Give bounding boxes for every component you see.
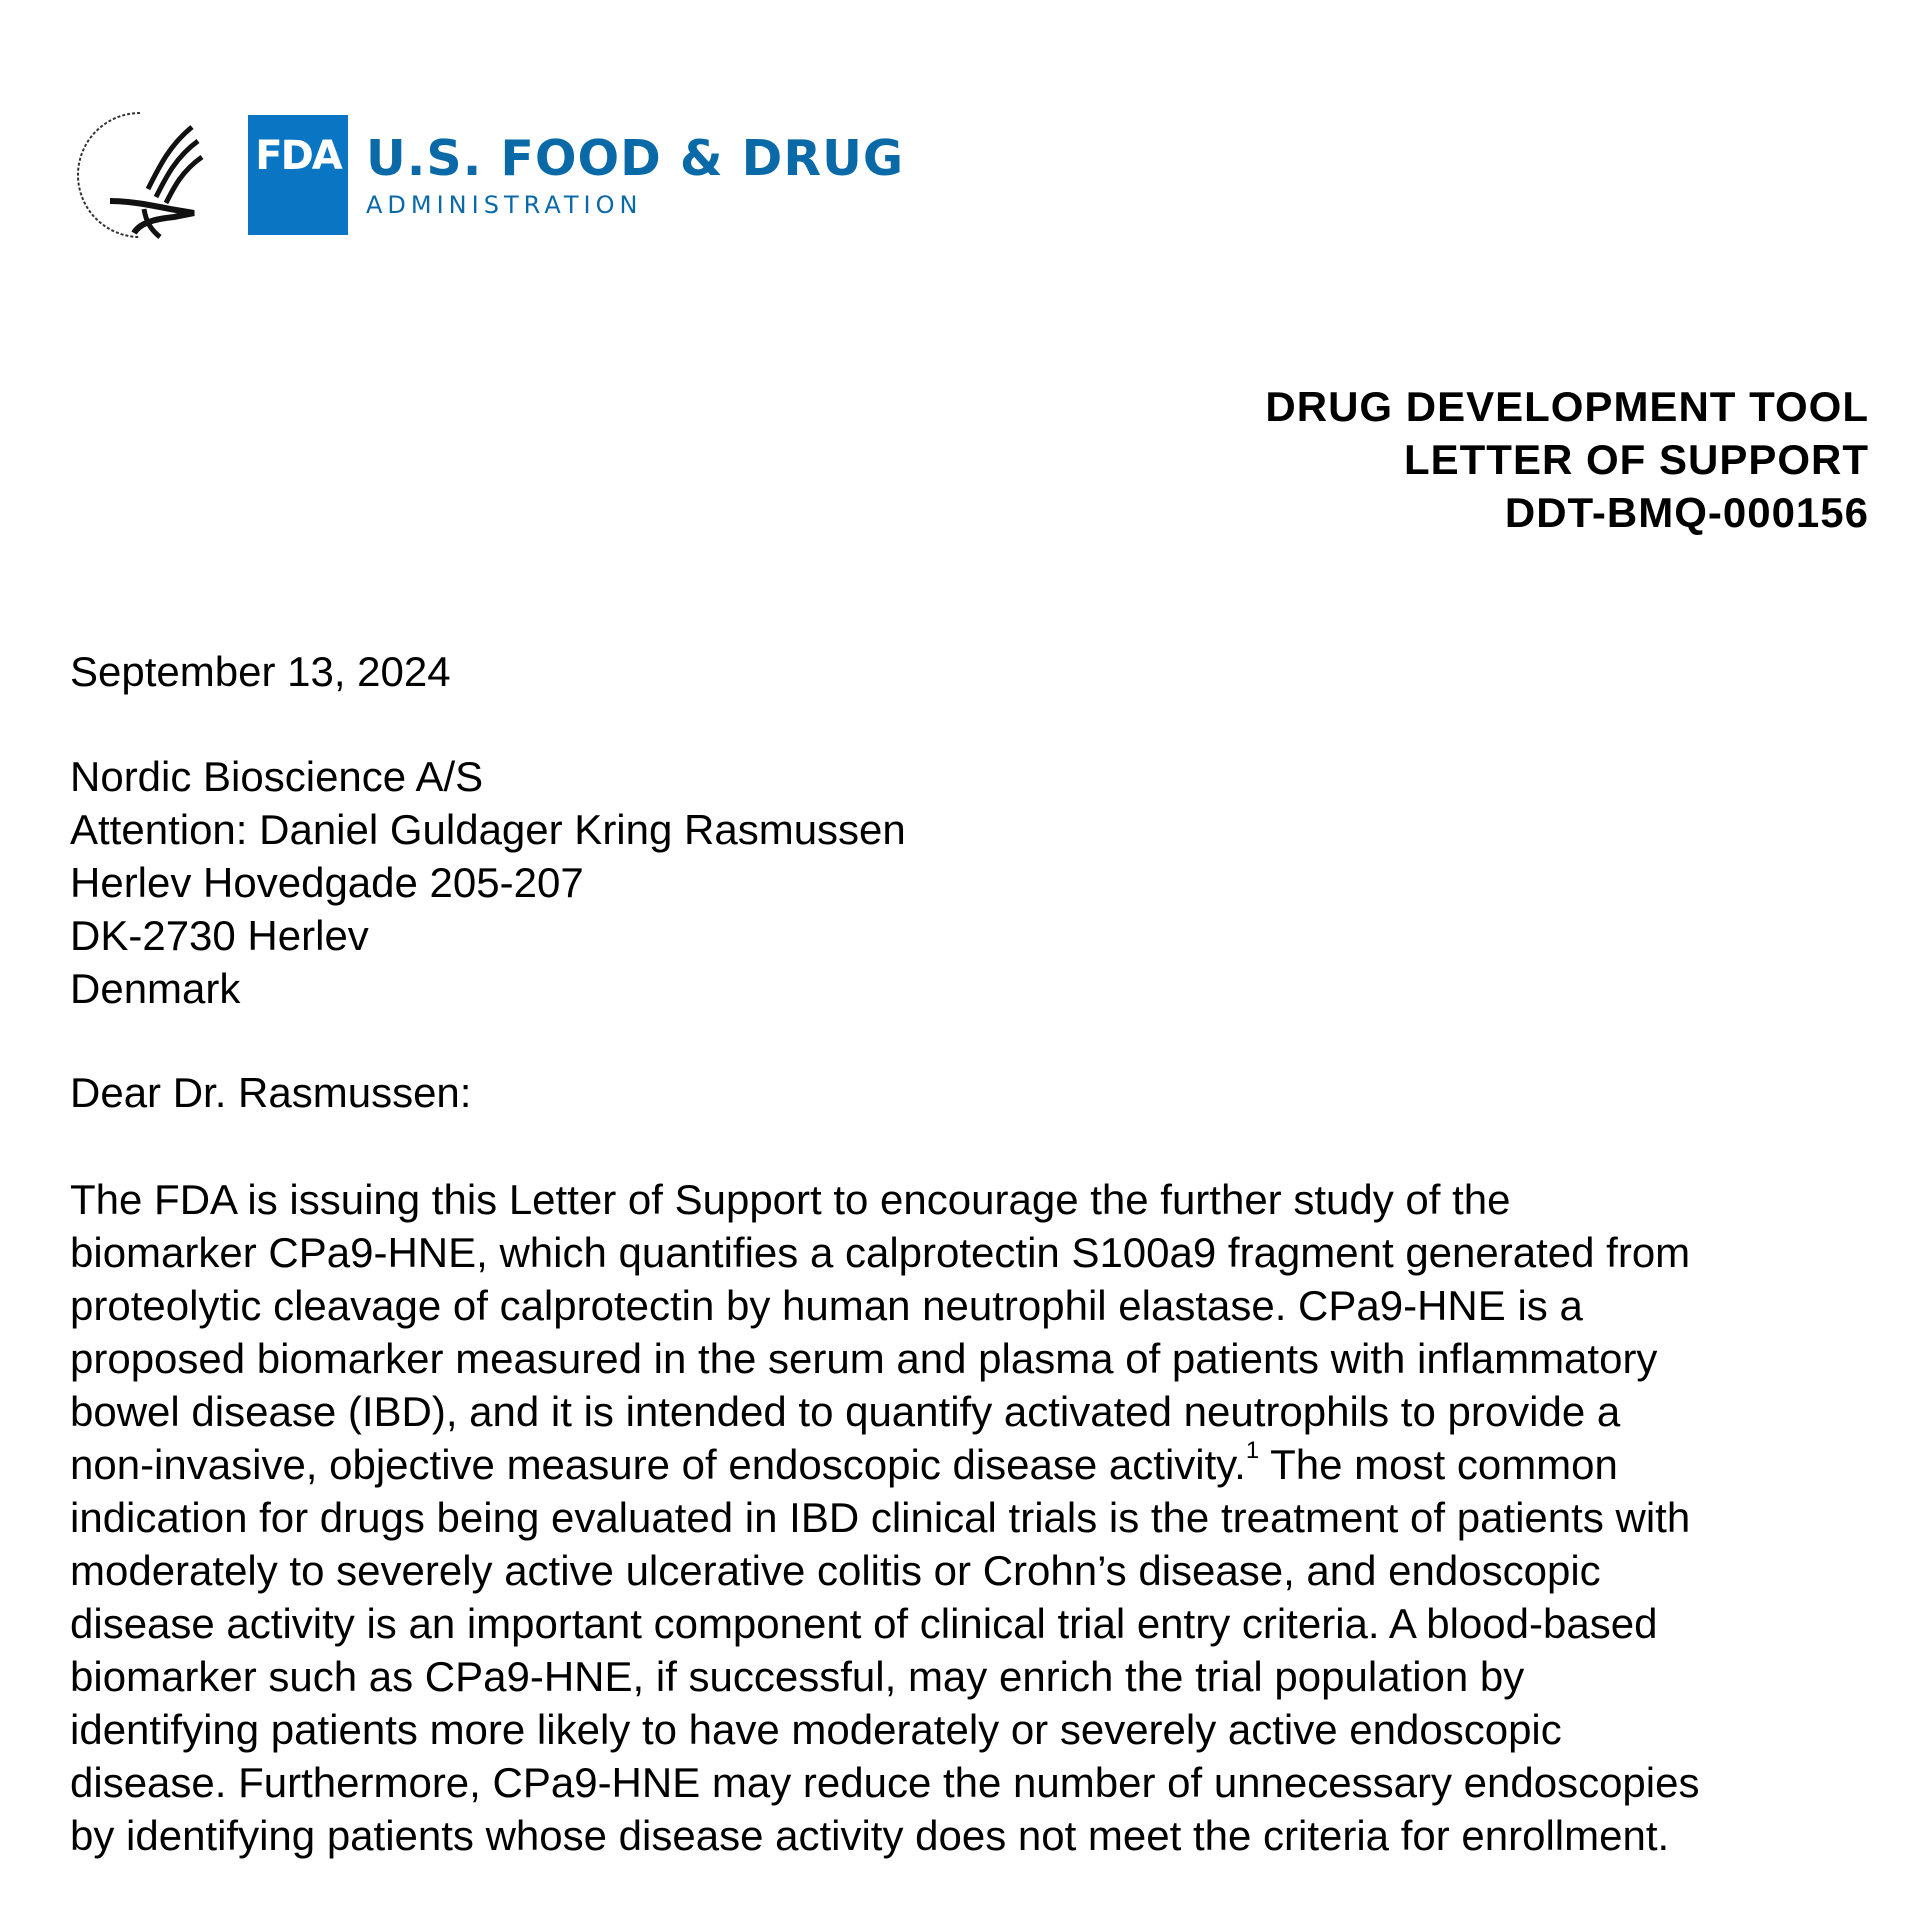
paragraph-line: disease activity is an important component of clinical trial entry criteria. A blood-based — [70, 1600, 1658, 1647]
fda-logo-box — [248, 115, 348, 235]
paragraph-line: proteolytic cleavage of calprotectin by human neutrophil elastase. CPa9-HNE is a — [70, 1282, 1583, 1329]
fda-logo-text: FDA — [255, 133, 341, 179]
paragraph-line: by identifying patients whose disease activity does not meet the criteria for enrollment. — [70, 1812, 1670, 1859]
paragraph-text: non-invasive, objective measure of endoscopic disease activity. — [70, 1441, 1246, 1488]
document-title-line1: DRUG DEVELOPMENT TOOL — [1265, 383, 1869, 430]
salutation: Dear Dr. Rasmussen: — [70, 1069, 472, 1116]
address-line: Herlev Hovedgade 205-207 — [70, 859, 584, 906]
footnote-link[interactable]: 1 — [1245, 1437, 1260, 1464]
address-line: Nordic Bioscience A/S — [70, 753, 484, 800]
recipient-address — [70, 750, 1870, 1015]
paragraph-line: indication for drugs being evaluated in IBD clinical trials is the treatment of patients with — [70, 1494, 1691, 1541]
paragraph-line: biomarker CPa9-HNE, which quantifies a calprotectin S100a9 fragment generated from — [70, 1229, 1691, 1276]
paragraph-line: bowel disease (IBD), and it is intended to quantify activated neutrophils to provide a — [70, 1388, 1621, 1435]
paragraph-line: moderately to severely active ulcerative colitis or Crohn’s disease, and endoscopic — [70, 1547, 1601, 1594]
paragraph-line: disease. Furthermore, CPa9-HNE may reduce the number of unnecessary endoscopies — [70, 1759, 1700, 1806]
body-paragraph — [70, 1173, 1900, 1862]
paragraph-line: identifying patients more likely to have moderately or severely active endoscopic — [70, 1706, 1562, 1753]
paragraph-line — [70, 1438, 1900, 1491]
letterhead — [70, 100, 904, 250]
agency-name — [366, 129, 905, 219]
agency-name-line1: U.S. FOOD & DRUG — [366, 129, 905, 187]
paragraph-text: The most common — [1259, 1441, 1618, 1488]
paragraph-line: The FDA is issuing this Letter of Support to encourage the further study of the — [70, 1176, 1511, 1223]
address-line: Denmark — [70, 965, 241, 1012]
document-id: DDT-BMQ-000156 — [1504, 489, 1869, 536]
hhs-eagle-seal-icon — [70, 105, 210, 245]
document-title — [1265, 380, 1869, 539]
letter-date: September 13, 2024 — [70, 648, 451, 695]
agency-name-line2: ADMINISTRATION — [366, 190, 643, 219]
address-line: DK-2730 Herlev — [70, 912, 369, 959]
address-line: Attention: Daniel Guldager Kring Rasmussen — [70, 806, 906, 853]
paragraph-line: proposed biomarker measured in the serum and plasma of patients with inflammatory — [70, 1335, 1658, 1382]
document-title-line2: LETTER OF SUPPORT — [1403, 436, 1869, 483]
paragraph-line: biomarker such as CPa9-HNE, if successful, may enrich the trial population by — [70, 1653, 1525, 1700]
